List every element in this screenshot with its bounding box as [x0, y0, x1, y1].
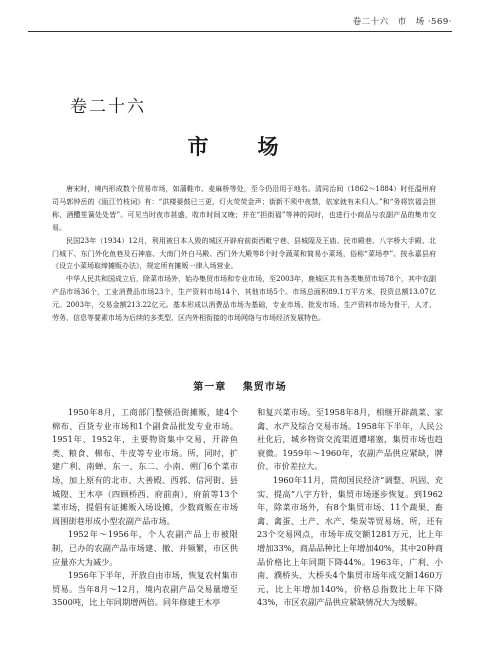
- intro-paragraph: 唐宋时，境内形成数个贸易市场，如蒲鞋市、麦麻桥等处，至今仍沿用于地名。清同治间（1862～1884）时任温州府司马郭钟岳的《瓯江竹枝词》有：“洪楼晏鼓已三更，灯火荧荧金声；街新不须中夜禁，依家就有未归人。”和“务将饮福会担称，酒醴笙簧处处皆”。可见当时夜市甚盛，收市时间又晚；并在“担街福”等神的同时，也进行小商品与农副产品的集市交易。: [52, 185, 436, 232]
- body-paragraph: 和复兴菜市场。至1958年8月，相继开辟蔬菜、家禽、水产及综合交易市场。1958年下半年，人民公社化后，城乡物资交流渠道遭堵塞，集贸市场也趋衰微。1959年～1960年，农副产品供应紧缺，牌价、市价差拉大。: [257, 407, 443, 472]
- chapter-name: 集贸市场: [242, 382, 287, 393]
- running-header: [353, 15, 452, 27]
- chapter-label: 第一章: [193, 382, 227, 393]
- page-number: ·569·: [427, 17, 452, 27]
- body-paragraph: 1956年下半年，开放自由市场，恢复农村集市贸易。当年8月～12月，境内农副产品交易量增至3500吨，比上年同期增两倍。同年修建王木亭: [52, 570, 238, 608]
- intro-section: [52, 183, 436, 325]
- body-paragraph: 1952年～1956年，个人农副产品上市被限制，已办的农副产品市场建、撤、并频繁，市区供应量亦大为减少。: [52, 529, 238, 567]
- body-paragraph: 1950年8月，工商部门整顿沿街摊贩，建4个棉布、百货专业市场和1个副食品批发专业市场。1951年、1952年，主要物资集中交易，开辟鱼类、粮食、棉布、牛皮等专业市场。所，同时，扩建广利、南蝉、东一、东二、小南、朔门6个菜市场，加上原有的北市、大善殿、西郭、信河街、县城隍、王木亭（四顾桥西、府前南），府前等13个菜市场，提倡有证摊贩入场设摊，少数商贩在市场周围街巷形成小型农副产品市场。: [52, 407, 238, 526]
- left-column: [52, 406, 238, 610]
- volume-title: 卷二十六: [70, 97, 146, 117]
- body-paragraph: 1960年11月，贯彻国民经济“调整、巩固、充实、提高”八字方针，集贸市场逐步恢复。到1962年，除菜市场外，有8个集贸市场、11个蔬果、畜禽、禽蛋、土产、水产、柴炭等贸易场、所，还有23个交易网点，市场年成交额1281万元，比上年增加33%，商品品种比上年增加40%，其中20种商品价格比上年同期下降44%。1963年，广利、小南、濮桥头、大桥头4个集贸市场年成交额1460万元，比上年增加140%，价格总指数比上年下降43%，市区农副产品供应紧缺情况大为缓解。: [257, 474, 444, 608]
- right-column: [257, 406, 443, 610]
- main-title: 市 场: [187, 134, 293, 159]
- intro-paragraph: 中华人民共和国成立后，除菜市场外，始办集贸市场和专业市场，至2003年，鹿城区共有各类集贸市场78个，其中农副产品市场36个，工业消费品市场23个，生产资料市场14个，其他市场5个。市场总面积89.1万平方米，投资总额13.07亿元。2003年，交易金额213.22亿元。基本形成以消费品市场为基础，专业市场、批发市场、生产资料市场为骨干，人才、劳务、信息等要素市场为后续的多类型、区内外相衔接的市场网络与市场经济发展特色。: [52, 275, 436, 323]
- running-title: 卷二十六 市 场: [352, 17, 425, 27]
- chapter-heading: [0, 378, 480, 393]
- intro-paragraph: 民国23年（1934）12月，利用被日本人毁的城区开辟府前街西毗宁巷、县城隍及王庙、民市殿巷、八字桥大手殿、北门城下、东门外化鱼巷及石神庙、大南门外白马殿、西门外大殿等8个时令蔬菜和简易小菜场，俗称“菜场亭”。按永嘉县府《设立小菜场取缔摊贩办法》，规定所有摊贩一律入场营业。: [52, 236, 436, 271]
- header-rule: [28, 31, 452, 32]
